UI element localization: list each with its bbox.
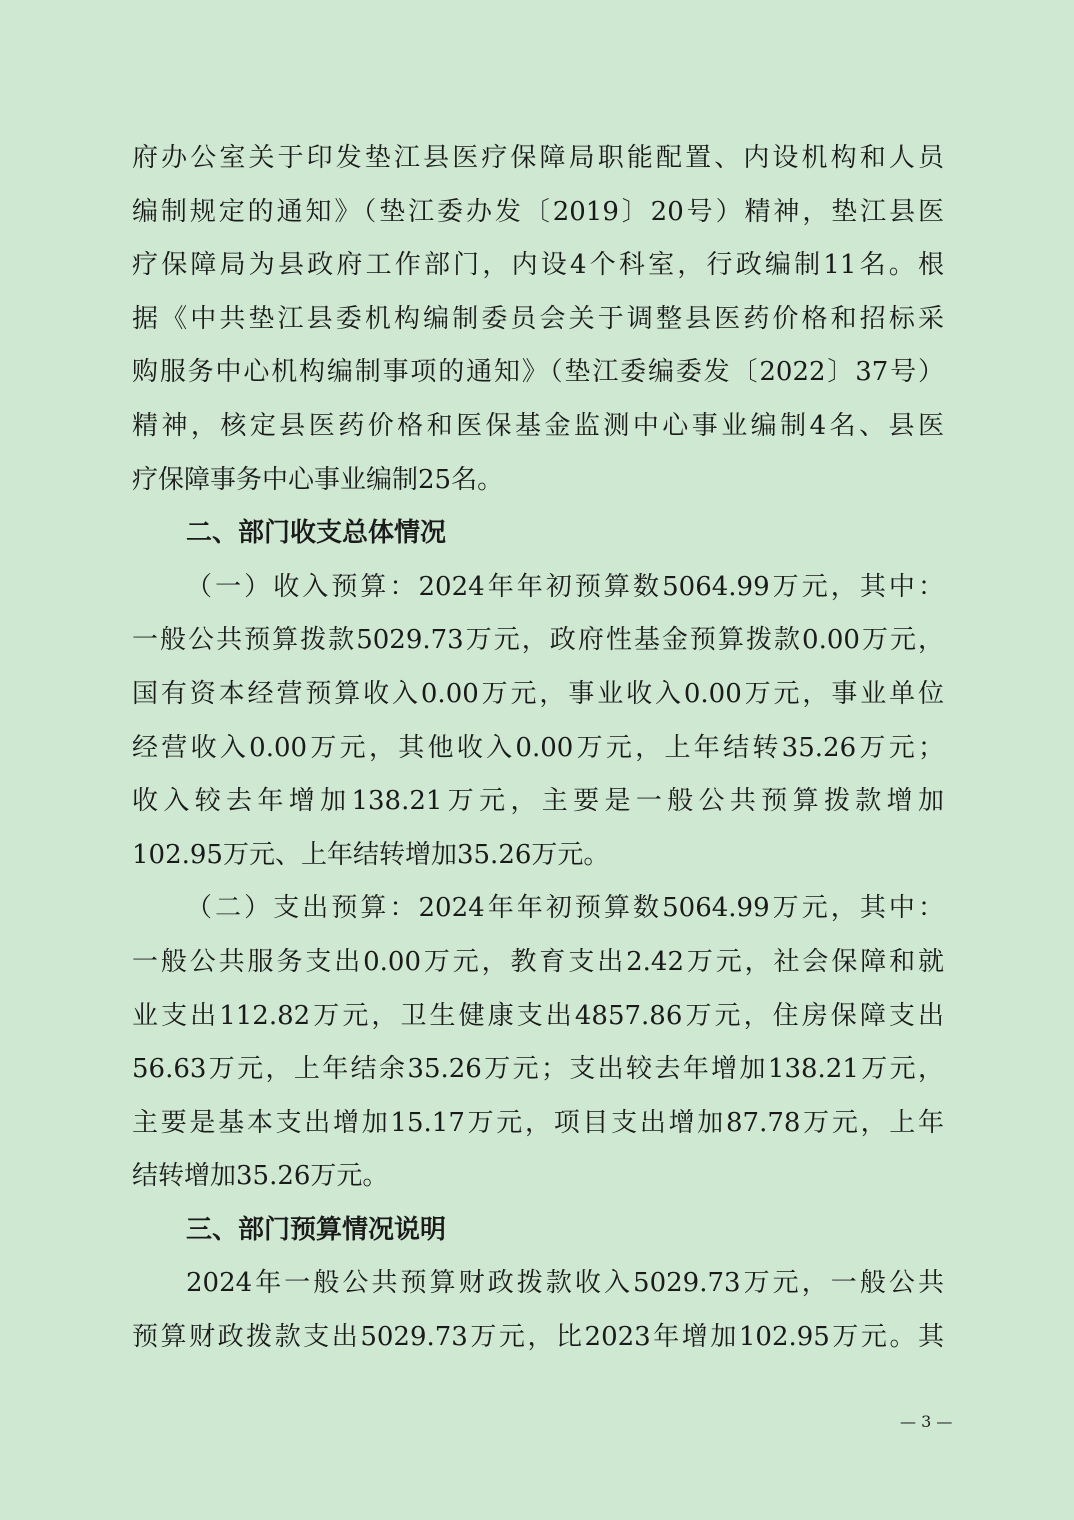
text-line: 府办公室关于印发垫江县医疗保障局职能配置、内设机构和人员 xyxy=(132,143,944,173)
text-line: 经营收入0.00万元，其他收入0.00万元，上年结转35.26万元； xyxy=(132,732,944,763)
text-line: 主要是基本支出增加15.17万元，项目支出增加87.78万元，上年 xyxy=(132,1107,944,1138)
text-line: 结转增加35.26万元。 xyxy=(132,1161,389,1192)
text-line: 疗保障事务中心事业编制25名。 xyxy=(132,464,504,495)
text-line: 据《中共垫江县委机构编制委员会关于调整县医药价格和招标采 xyxy=(132,303,944,334)
text-line: 102.95万元、上年结转增加35.26万元。 xyxy=(132,839,610,870)
text-line: 2024年一般公共预算财政拨款收入5029.73万元，一般公共 xyxy=(186,1268,944,1299)
text-line: 购服务中心机构编制事项的通知》（垫江委编委发〔2022〕37号） xyxy=(132,357,944,388)
paragraph-income-budget xyxy=(132,561,944,883)
text-line: 精神，核定县医药价格和医保基金监测中心事业编制4名、县医 xyxy=(132,410,944,441)
text-line: 一般公共预算拨款5029.73万元，政府性基金预算拨款0.00万元， xyxy=(132,625,944,656)
paragraph-org-setup xyxy=(132,132,944,507)
document-page xyxy=(132,132,944,1365)
text-line: 收入较去年增加138.21万元，主要是一般公共预算拨款增加 xyxy=(132,786,944,817)
section-heading: 二、部门收支总体情况 xyxy=(186,518,447,549)
page-number: — 3 — xyxy=(900,1412,953,1431)
paragraph-budget-explanation xyxy=(132,1257,944,1364)
text-line: 业支出112.82万元，卫生健康支出4857.86万元，住房保障支出 xyxy=(132,1000,944,1031)
text-line: 国有资本经营预算收入0.00万元，事业收入0.00万元，事业单位 xyxy=(132,678,944,709)
text-line: （二）支出预算：2024年年初预算数5064.99万元，其中： xyxy=(186,893,944,924)
text-line: （一）收入预算：2024年年初预算数5064.99万元，其中： xyxy=(186,571,944,602)
text-line: 疗保障局为县政府工作部门，内设4个科室，行政编制11名。根 xyxy=(132,250,944,281)
text-line: 预算财政拨款支出5029.73万元，比2023年增加102.95万元。其 xyxy=(132,1322,944,1353)
text-line: 56.63万元，上年结余35.26万元；支出较去年增加138.21万元， xyxy=(132,1054,944,1085)
text-line: 一般公共服务支出0.00万元，教育支出2.42万元，社会保障和就 xyxy=(132,946,944,977)
paragraph-expenditure-budget xyxy=(132,882,944,1204)
text-line: 编制规定的通知》（垫江委办发〔2019〕20号）精神，垫江县医 xyxy=(132,196,944,227)
section-heading: 三、部门预算情况说明 xyxy=(186,1214,447,1245)
